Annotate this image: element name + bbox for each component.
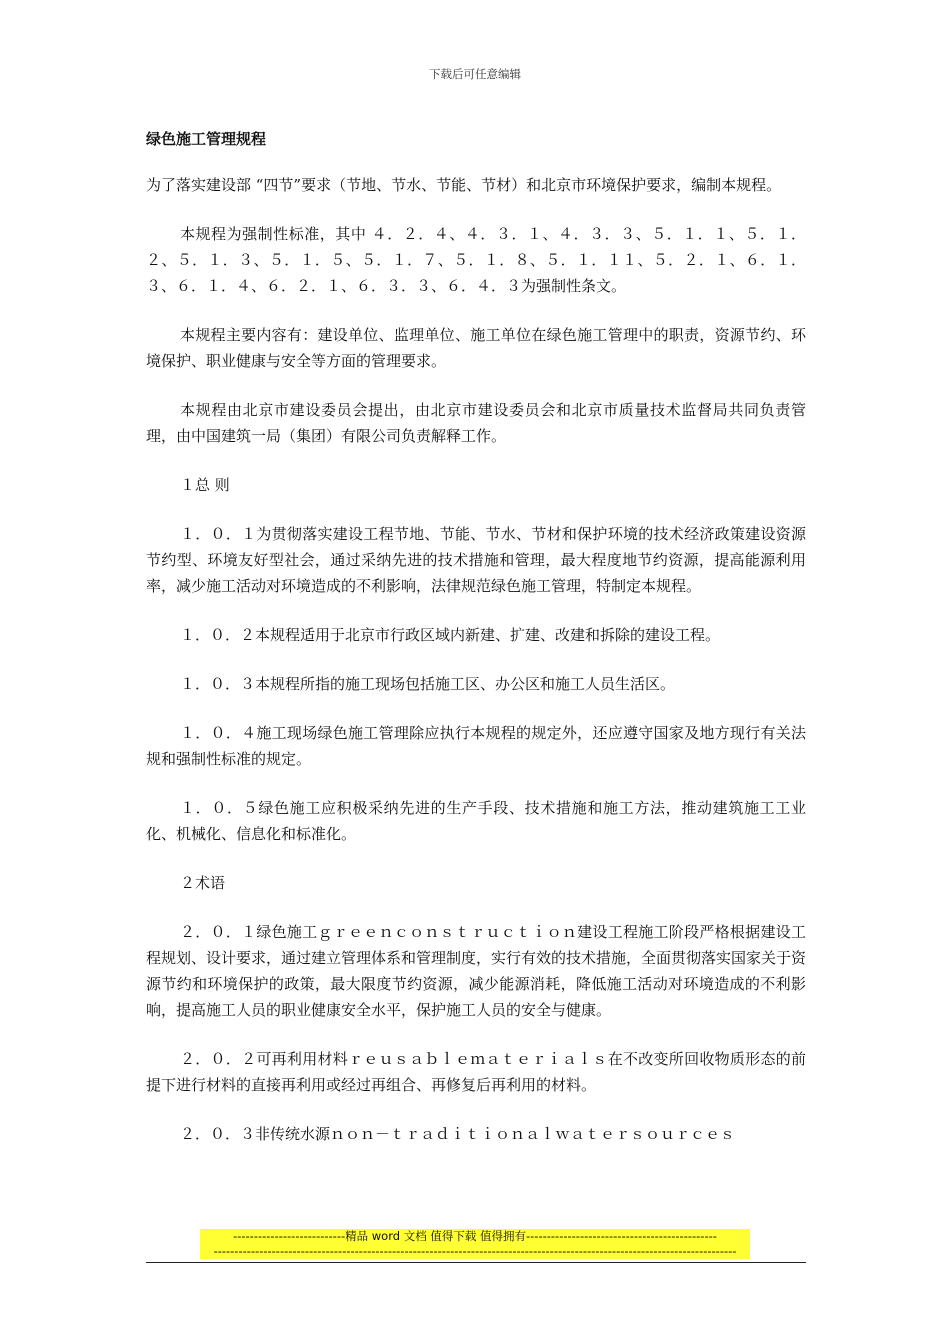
clause-2-0-2: ２．０．２可再利用材料ｒｅｕｓａｂｌｅｍａｔｅｒｉａｌｓ在不改变所回收物质形态的前提下进行材料的直接再利用或经过再组合、再修复后再利用的材料。	[146, 1050, 806, 1094]
section-heading-general: １总 则	[180, 476, 230, 494]
document-body	[146, 172, 806, 1147]
clause-1-0-2: １．０．２本规程适用于北京市行政区域内新建、扩建、改建和拆除的建设工程。	[180, 626, 721, 644]
footer-divider	[146, 1262, 806, 1263]
clause-2-0-3: ２．０．３非传统水源ｎｏｎ－ｔｒａｄｉｔｉｏｎａｌｗａｔｅｒｓｏｕｒｃｅｓ	[180, 1125, 736, 1143]
document-title: 绿色施工管理规程	[146, 130, 267, 148]
mandatory-clauses-paragraph: 本规程为强制性标准，其中 ４．２．４、４．３．１、４．３．３、５．１．１、５．１．２、５．１．３、５．１．５、５．１．７、５．１．８、５．１．１１、５．２．１、６．１．３、６．１．４、６．２．１、６．３．３、６．４．３为强制性条文。	[146, 225, 806, 295]
clause-1-0-5: １．０．５绿色施工应积极采纳先进的生产手段、技术措施和施工方法，推动建筑施工工业化、机械化、信息化和标准化。	[146, 799, 806, 843]
main-content-paragraph: 本规程主要内容有：建设单位、监理单位、施工单位在绿色施工管理中的职责，资源节约、环境保护、职业健康与安全等方面的管理要求。	[146, 326, 806, 370]
footer-banner-dashes: ------------------------------------------------------------------------------------------------------------------------------	[213, 1244, 737, 1258]
clause-1-0-4: １．０．４施工现场绿色施工管理除应执行本规程的规定外，还应遵守国家及地方现行有关法规和强制性标准的规定。	[146, 724, 806, 768]
footer-banner	[200, 1229, 750, 1259]
responsibility-paragraph: 本规程由北京市建设委员会提出，由北京市建设委员会和北京市质量技术监督局共同负责管理，由中国建筑一局（集团）有限公司负责解释工作。	[146, 401, 806, 445]
intro-paragraph: 为了落实建设部 “四节”要求（节地、节水、节能、节材）和北京市环境保护要求，编制本规程。	[146, 176, 782, 194]
clause-2-0-1: ２．０．１绿色施工ｇｒｅｅｎｃｏｎｓｔｒｕｃｔｉｏｎ建设工程施工阶段严格根据建设工程规划、设计要求，通过建立管理体系和管理制度，实行有效的技术措施，全面贯彻落实国家关于资源节约和环境保护的政策，最大限度节约资源，减少能源消耗，降低施工活动对环境造成的不利影响，提高施工人员的职业健康安全水平，保护施工人员的安全与健康。	[146, 923, 807, 1019]
clause-1-0-1: １．０．１为贯彻落实建设工程节地、节能、节水、节材和保护环境的技术经济政策建设资源节约型、环境友好型社会，通过采纳先进的技术措施和管理，最大程度地节约资源，提高能源利用率，减少施工活动对环境造成的不利影响，法律规范绿色施工管理，特制定本规程。	[146, 525, 806, 595]
section-heading-terms: ２术语	[180, 874, 226, 892]
footer-banner-line: ---------------------------精品 word 文档 值得下载 值得拥有----------------------------------------------	[233, 1229, 717, 1243]
header-note: 下载后可任意编辑	[429, 67, 521, 81]
clause-1-0-3: １．０．３本规程所指的施工现场包括施工区、办公区和施工人员生活区。	[180, 675, 676, 693]
